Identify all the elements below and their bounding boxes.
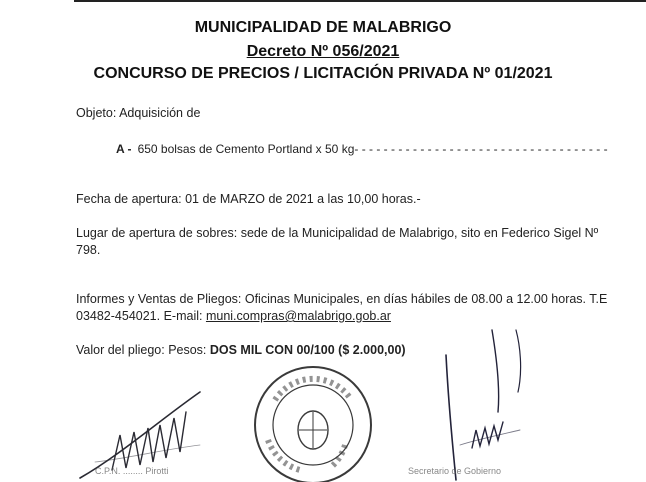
opening-place-line1: Lugar de apertura de sobres: sede de la Municipalidad de Malabrigo, sito en Federico Sigel Nº — [76, 226, 599, 240]
decree-number: Decreto Nº 056/2021 — [246, 43, 400, 60]
bid-value — [76, 342, 406, 359]
official-stamp — [255, 367, 371, 482]
item-marker: A - — [116, 142, 132, 156]
tender-title: CONCURSO DE PRECIOS / LICITACIÓN PRIVADA Nº 01/2021 — [93, 65, 553, 82]
right-signature — [446, 330, 521, 480]
item-text: 650 bolsas de Cemento Portland x 50 kg- - - - - - - - - - - - - - - - - - - - - - - - - - - - - - - - - - - — [137, 142, 608, 156]
email-link[interactable]: muni.compras@malabrigo.gob.ar — [205, 309, 391, 323]
bid-value-label: Valor del pliego: Pesos: — [76, 343, 210, 357]
top-rule — [74, 0, 646, 2]
svg-text:C.P.N. ........ Pirotti: C.P.N. ........ Pirotti — [95, 466, 169, 476]
svg-text:Secretario de Gobierno: Secretario de Gobierno — [408, 466, 502, 476]
left-signature — [80, 392, 200, 478]
municipality-title: MUNICIPALIDAD DE MALABRIGO — [194, 19, 452, 36]
info-phone: 03482-454021. E-mail: — [76, 309, 206, 323]
opening-date: Fecha de apertura: 01 de MARZO de 2021 a las 10,00 horas.- — [76, 192, 421, 206]
item-line — [116, 141, 608, 158]
info-line1: Informes y Ventas de Pliegos: Oficinas Municipales, en días hábiles de 08.00 a 12.00 horas. T.E — [76, 292, 608, 306]
object-label: Objeto: Adquisición de — [76, 106, 201, 120]
info-line2 — [76, 308, 391, 325]
bid-value-amount: DOS MIL CON 00/100 ($ 2.000,00) — [209, 343, 406, 357]
signature-captions — [95, 466, 501, 476]
opening-place-line2: 798. — [76, 243, 101, 257]
